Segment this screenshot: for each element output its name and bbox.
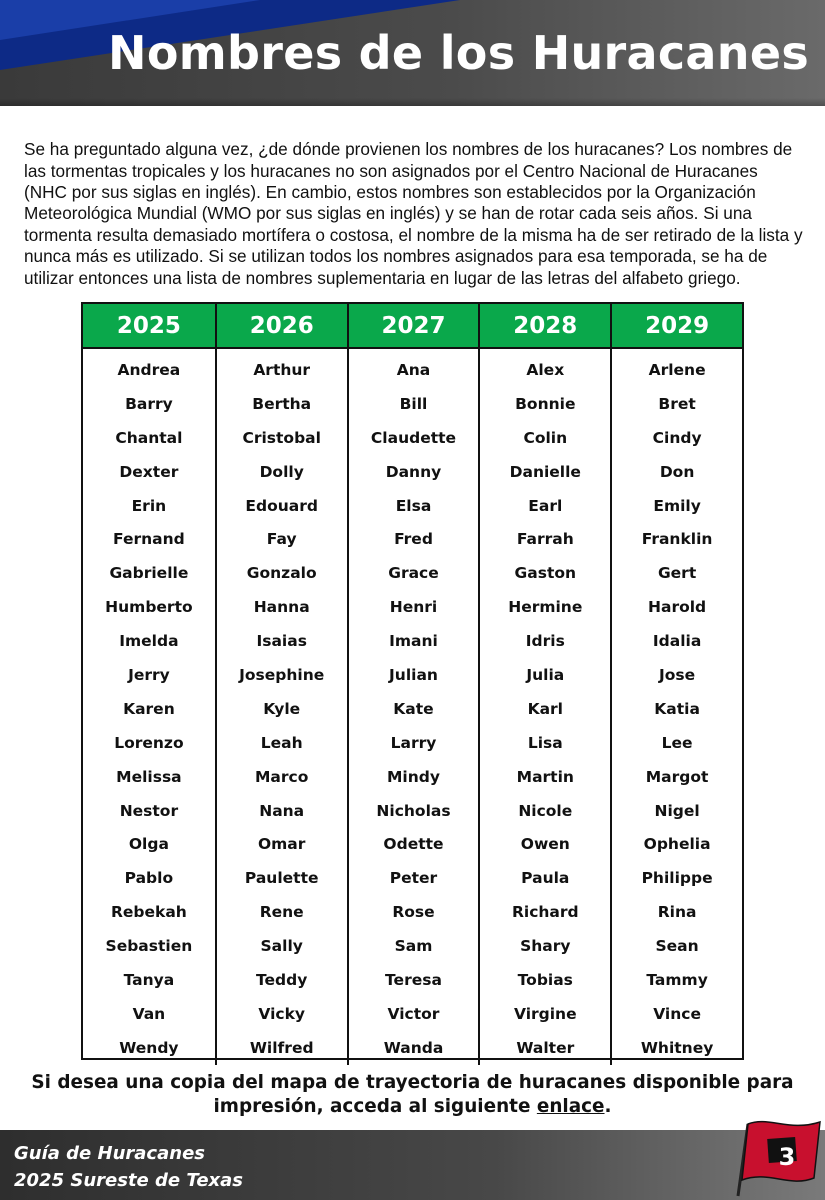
hurricane-name: Danny	[385, 462, 442, 481]
note-period: .	[604, 1096, 612, 1117]
footer-guide-title: Guía de Huracanes	[14, 1143, 205, 1164]
hurricane-name: Gert	[657, 564, 697, 583]
hurricane-name: Tobias	[517, 970, 573, 989]
hurricane-name: Nicole	[518, 801, 573, 820]
hurricane-name: Dolly	[259, 462, 304, 481]
hurricane-name: Bonnie	[515, 394, 576, 413]
hurricane-name: Melissa	[116, 767, 182, 786]
names-list	[83, 349, 215, 1065]
hurricane-name: Edouard	[245, 496, 318, 515]
hurricane-name: Marco	[255, 767, 309, 786]
hurricane-name: Whitney	[640, 1038, 714, 1057]
hurricane-name: Gabrielle	[109, 564, 189, 583]
hurricane-name: Imani	[389, 632, 438, 651]
year-column-2028	[478, 304, 610, 1065]
names-list	[349, 349, 479, 1065]
hurricane-name: Humberto	[105, 598, 193, 617]
hurricane-name: Walter	[516, 1038, 575, 1057]
hurricane-name: Tanya	[123, 970, 175, 989]
page-header	[0, 0, 825, 106]
hurricane-name: Farrah	[516, 530, 574, 549]
hurricane-names-table	[81, 302, 744, 1060]
page-title: Nombres de los Huracanes	[108, 26, 809, 80]
hurricane-name: Henri	[389, 598, 438, 617]
hurricane-name: Vince	[653, 1004, 701, 1023]
hurricane-name: Idris	[525, 632, 565, 651]
hurricane-name: Bret	[658, 394, 696, 413]
hurricane-name: Teresa	[385, 970, 442, 989]
hurricane-name: Franklin	[641, 530, 713, 549]
note-text: Si desea una copia del mapa de trayectoria de huracanes disponible para impresión, acceda al siguiente	[31, 1072, 794, 1117]
hurricane-name: Jerry	[128, 665, 170, 684]
year-column-2029	[610, 304, 742, 1065]
year-header: 2027	[349, 304, 479, 349]
hurricane-name: Colin	[523, 428, 568, 447]
print-map-note	[30, 1071, 795, 1119]
year-column-2025	[83, 304, 215, 1065]
hurricane-name: Omar	[257, 835, 306, 854]
year-header: 2026	[217, 304, 347, 349]
hurricane-name: Jose	[659, 665, 696, 684]
hurricane-name: Arthur	[253, 360, 311, 379]
hurricane-name: Emily	[653, 496, 701, 515]
hurricane-name: Mindy	[387, 767, 440, 786]
hurricane-name: Fay	[266, 530, 297, 549]
hurricane-name: Danielle	[509, 462, 581, 481]
hurricane-name: Larry	[390, 733, 437, 752]
year-column-2027	[347, 304, 479, 1065]
hurricane-name: Rebekah	[110, 903, 187, 922]
year-header: 2028	[480, 304, 610, 349]
hurricane-name: Isaias	[256, 632, 307, 651]
hurricane-name: Gaston	[514, 564, 577, 583]
names-list	[612, 349, 742, 1065]
hurricane-name: Peter	[389, 869, 438, 888]
hurricane-name: Leah	[260, 733, 303, 752]
hurricane-name: Ana	[396, 360, 431, 379]
hurricane-name: Gonzalo	[246, 564, 317, 583]
hurricane-name: Earl	[528, 496, 563, 515]
names-list	[217, 349, 347, 1065]
hurricane-name: Claudette	[370, 428, 457, 447]
year-column-2026	[215, 304, 347, 1065]
hurricane-name: Cristobal	[242, 428, 321, 447]
hurricane-name: Lee	[661, 733, 693, 752]
hurricane-name: Andrea	[117, 360, 181, 379]
map-link[interactable]: enlace	[536, 1096, 605, 1117]
hurricane-name: Martin	[516, 767, 574, 786]
hurricane-name: Kyle	[263, 699, 301, 718]
hurricane-name: Chantal	[115, 428, 183, 447]
page-number: 3	[778, 1143, 796, 1171]
hurricane-name: Virgine	[513, 1004, 577, 1023]
header-shadow	[0, 98, 825, 106]
hurricane-name: Barry	[125, 394, 173, 413]
hurricane-name: Paulette	[244, 869, 319, 888]
hurricane-name: Karl	[527, 699, 563, 718]
hurricane-name: Nana	[259, 801, 305, 820]
hurricane-name: Tammy	[646, 970, 708, 989]
page-footer	[0, 1130, 825, 1200]
hurricane-name: Imelda	[119, 632, 179, 651]
hurricane-name: Josephine	[239, 665, 325, 684]
hurricane-name: Lorenzo	[114, 733, 184, 752]
hurricane-name: Paula	[521, 869, 570, 888]
hurricane-name: Wendy	[119, 1038, 179, 1057]
hurricane-name: Lisa	[527, 733, 563, 752]
hurricane-name: Rene	[259, 903, 304, 922]
hurricane-name: Kate	[393, 699, 434, 718]
footer-region-year: 2025 Sureste de Texas	[14, 1170, 244, 1191]
hurricane-name: Julia	[526, 665, 565, 684]
hurricane-name: Sean	[655, 937, 699, 956]
hurricane-name: Odette	[383, 835, 444, 854]
hurricane-name: Teddy	[256, 970, 308, 989]
hurricane-name: Nigel	[654, 801, 700, 820]
hurricane-name: Nicholas	[376, 801, 451, 820]
hurricane-name: Alex	[526, 360, 565, 379]
hurricane-name: Wilfred	[249, 1038, 314, 1057]
hurricane-name: Arlene	[648, 360, 706, 379]
hurricane-name: Hanna	[253, 598, 310, 617]
hurricane-name: Nestor	[119, 801, 179, 820]
hurricane-name: Julian	[389, 665, 438, 684]
hurricane-name: Grace	[388, 564, 439, 583]
hurricane-name: Owen	[520, 835, 570, 854]
hurricane-name: Vicky	[258, 1004, 306, 1023]
hurricane-name: Idalia	[652, 632, 702, 651]
hurricane-name: Richard	[511, 903, 579, 922]
hurricane-name: Pablo	[124, 869, 174, 888]
hurricane-name: Wanda	[383, 1038, 444, 1057]
hurricane-name: Margot	[645, 767, 709, 786]
hurricane-name: Dexter	[119, 462, 179, 481]
hurricane-name: Cindy	[652, 428, 702, 447]
hurricane-name: Bill	[399, 394, 428, 413]
footer-text	[14, 1140, 243, 1194]
year-header: 2029	[612, 304, 742, 349]
hurricane-name: Ophelia	[643, 835, 711, 854]
names-list	[480, 349, 610, 1065]
hurricane-name: Shary	[520, 937, 571, 956]
hurricane-name: Erin	[131, 496, 167, 515]
hurricane-name: Elsa	[395, 496, 432, 515]
hurricane-name: Hermine	[508, 598, 583, 617]
hurricane-name: Sam	[394, 937, 433, 956]
hurricane-name: Don	[659, 462, 695, 481]
hurricane-name: Olga	[128, 835, 169, 854]
intro-paragraph: Se ha preguntado alguna vez, ¿de dónde provienen los nombres de los huracanes? Los nombres de las tormentas tropicales y los huracanes no son asignados por el Centro Nacional de Huracanes (NHC por sus siglas en inglés). En cambio, estos nombres son establecidos por la Organización Meteorológica Mundial (WMO por sus siglas en inglés) y se han de rotar cada seis años. Si una tormenta resulta demasiado mortífera o costosa, el nombre de la misma ha de ser retirado de la lista y nunca más es utilizado. Si se utilizan todos los nombres asignados para esa temporada, se ha de utilizar entonces una lista de nombres suplementaria en lugar de las letras del alfabeto griego.	[24, 139, 803, 288]
hurricane-name: Philippe	[641, 869, 713, 888]
hurricane-name: Van	[132, 1004, 166, 1023]
hurricane-name: Sebastien	[105, 937, 193, 956]
hurricane-name: Katia	[654, 699, 700, 718]
hurricane-name: Victor	[387, 1004, 440, 1023]
hurricane-name: Bertha	[252, 394, 312, 413]
year-header: 2025	[83, 304, 215, 349]
hurricane-name: Rose	[392, 903, 435, 922]
hurricane-name: Karen	[123, 699, 175, 718]
hurricane-name: Sally	[260, 937, 303, 956]
hurricane-name: Fred	[394, 530, 433, 549]
hurricane-name: Rina	[657, 903, 697, 922]
hurricane-name: Fernand	[113, 530, 185, 549]
hurricane-name: Harold	[648, 598, 707, 617]
